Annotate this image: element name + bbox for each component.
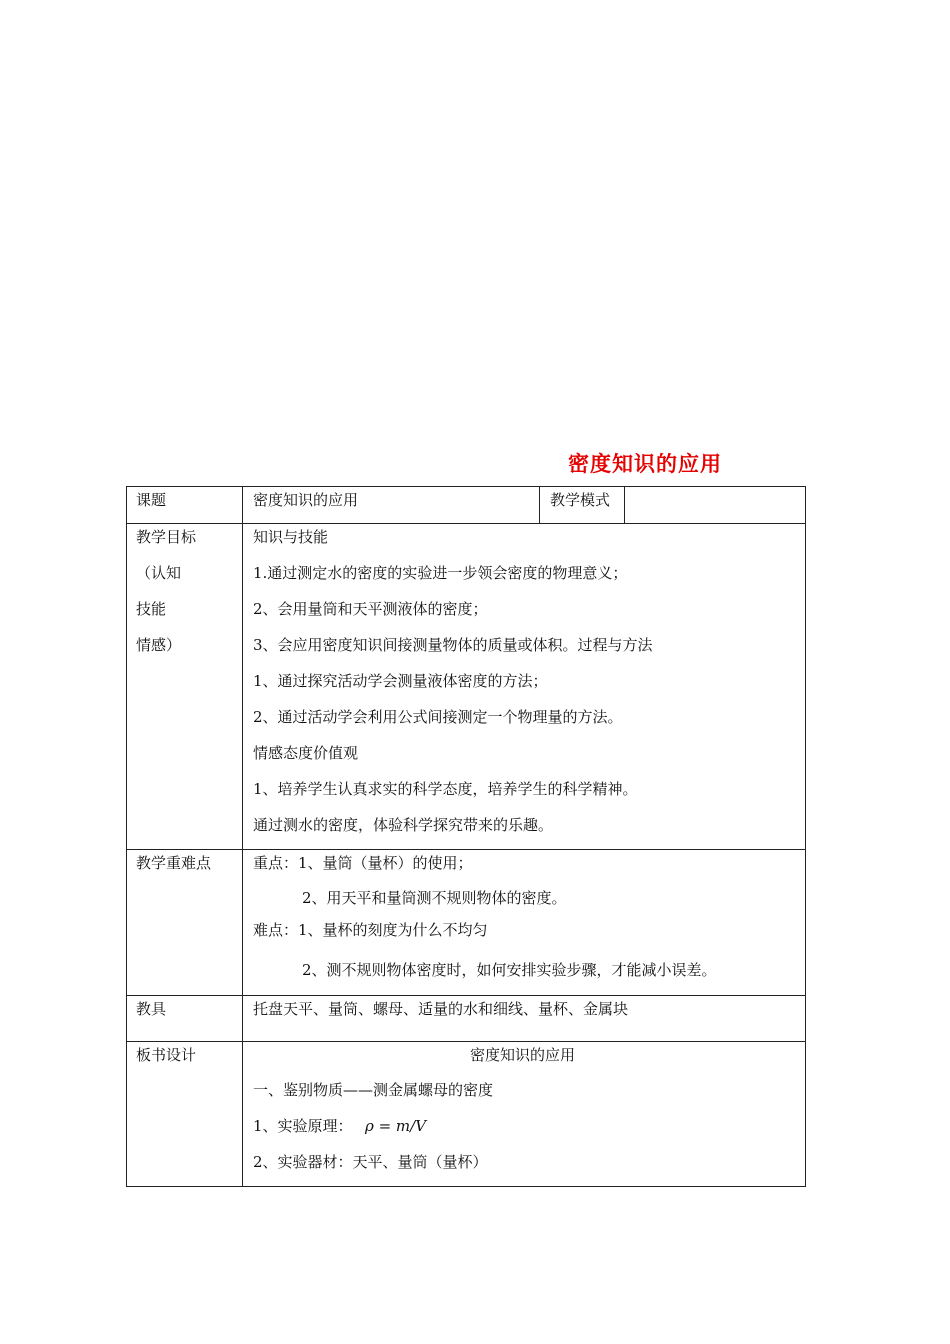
difficulty-line-4: 2、测不规则物体密度时，如何安排实验步骤，才能减小误差。 — [302, 961, 717, 979]
objective-line-6: 2、通过活动学会利用公式间接测定一个物理量的方法。 — [253, 708, 623, 726]
row-divider-3 — [126, 995, 806, 996]
table-border-right — [805, 486, 806, 1187]
tools-value: 托盘天平、量筒、螺母、适量的水和细线、量杯、金属块 — [253, 1000, 629, 1018]
objective-line-2: 1.通过测定水的密度的实验进一步领会密度的物理意义； — [253, 564, 628, 582]
objectives-label-line-2: （认知 — [136, 564, 182, 582]
mode-divider-right — [624, 486, 625, 523]
mode-divider-left — [539, 486, 540, 523]
objective-line-9: 通过测水的密度，体验科学探究带来的乐趣。 — [253, 816, 554, 834]
tools-label: 教具 — [136, 1000, 167, 1018]
document-title: 密度知识的应用 — [568, 452, 722, 476]
difficulties-label: 教学重难点 — [136, 854, 212, 872]
teaching-mode-label: 教学模式 — [550, 491, 611, 509]
subject-label: 课题 — [136, 491, 167, 509]
row-divider-1 — [126, 523, 806, 524]
board-line-2: 1、实验原理： — [253, 1117, 353, 1135]
objective-line-4: 3、会应用密度知识间接测量物体的质量或体积。过程与方法 — [253, 636, 653, 654]
table-border-bottom — [126, 1186, 806, 1187]
board-line-1: 一、鉴别物质——测金属螺母的密度 — [253, 1081, 494, 1099]
difficulty-line-2: 2、用天平和量筒测不规则物体的密度。 — [302, 889, 567, 907]
column-divider — [242, 486, 243, 1187]
objective-line-3: 2、会用量筒和天平测液体的密度； — [253, 600, 488, 618]
objective-line-8: 1、培养学生认真求实的科学态度，培养学生的科学精神。 — [253, 780, 638, 798]
density-formula: ρ = m/V — [365, 1117, 427, 1135]
subject-value: 密度知识的应用 — [253, 491, 359, 509]
board-heading: 密度知识的应用 — [470, 1046, 576, 1064]
difficulty-line-3: 难点：1、量杯的刻度为什么不均匀 — [253, 921, 488, 939]
row-divider-2 — [126, 849, 806, 850]
objectives-label-line-4: 情感） — [136, 636, 182, 654]
objective-line-1: 知识与技能 — [253, 528, 329, 546]
objectives-label-line-1: 教学目标 — [136, 528, 197, 546]
difficulty-line-1: 重点：1、量筒（量杯）的使用； — [253, 854, 473, 872]
objective-line-7: 情感态度价值观 — [253, 744, 359, 762]
board-label: 板书设计 — [136, 1046, 197, 1064]
row-divider-4 — [126, 1041, 806, 1042]
table-border-top — [126, 486, 806, 487]
table-border-left — [126, 486, 127, 1187]
board-line-3: 2、实验器材：天平、量筒（量杯） — [253, 1153, 488, 1171]
objective-line-5: 1、通过探究活动学会测量液体密度的方法； — [253, 672, 548, 690]
objectives-label-line-3: 技能 — [136, 600, 167, 618]
